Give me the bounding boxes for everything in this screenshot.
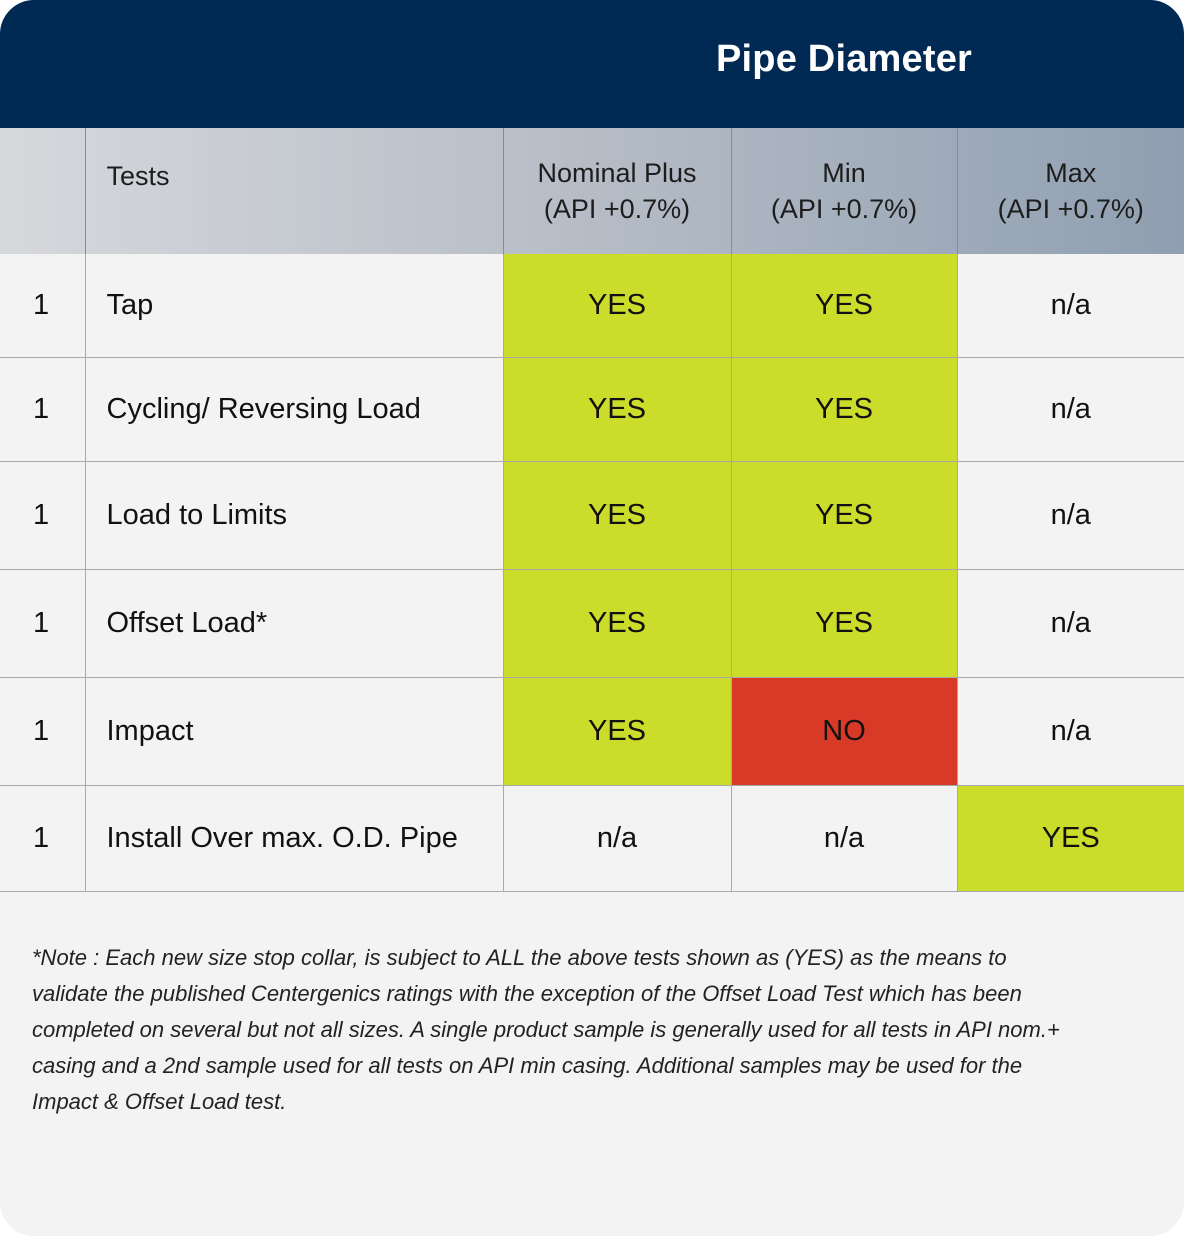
row-number: 1 xyxy=(0,569,85,677)
header-max-line2: (API +0.7%) xyxy=(997,194,1144,224)
header-blank xyxy=(0,128,85,254)
row-number: 1 xyxy=(0,785,85,891)
header-min xyxy=(731,128,957,254)
footnote: *Note : Each new size stop collar, is subject to ALL the above tests shown as (YES) as the means to validate the published Centergenics ratings with the exception of the Offset Load Test which has been completed on several but not all sizes. A single product sample is generally used for all tests in API nom.+ casing and a 2nd sample used for all tests on API min casing. Additional samples may be used for the Impact & Offset Load test. xyxy=(32,945,1060,1114)
header-tests: Tests xyxy=(85,128,503,254)
max-result: n/a xyxy=(957,357,1184,461)
header-nominal-plus xyxy=(503,128,731,254)
test-name: Cycling/ Reversing Load xyxy=(85,357,503,461)
max-result: n/a xyxy=(957,677,1184,785)
header-nominal-plus-line1: Nominal Plus xyxy=(537,158,697,188)
row-number: 1 xyxy=(0,254,85,357)
nominal-plus-result: YES xyxy=(503,254,731,357)
max-result: YES xyxy=(957,785,1184,891)
table-row xyxy=(0,677,1184,785)
test-matrix-table xyxy=(0,128,1184,892)
nominal-plus-result: YES xyxy=(503,461,731,569)
test-name: Install Over max. O.D. Pipe xyxy=(85,785,503,891)
header-nominal-plus-line2: (API +0.7%) xyxy=(543,194,691,224)
table-row xyxy=(0,785,1184,891)
table-header-row xyxy=(0,128,1184,254)
row-number: 1 xyxy=(0,677,85,785)
test-name: Load to Limits xyxy=(85,461,503,569)
row-number: 1 xyxy=(0,461,85,569)
min-result: YES xyxy=(731,569,957,677)
nominal-plus-result: n/a xyxy=(503,785,731,891)
test-name: Impact xyxy=(85,677,503,785)
row-number: 1 xyxy=(0,357,85,461)
table-row xyxy=(0,461,1184,569)
max-result: n/a xyxy=(957,569,1184,677)
header-max xyxy=(957,128,1184,254)
max-result: n/a xyxy=(957,461,1184,569)
nominal-plus-result: YES xyxy=(503,357,731,461)
table-row xyxy=(0,357,1184,461)
page-title: Pipe Diameter xyxy=(716,38,973,80)
min-result: YES xyxy=(731,254,957,357)
title-bar xyxy=(0,0,1184,128)
header-min-line1: Min xyxy=(822,158,866,188)
min-result: NO xyxy=(731,677,957,785)
min-result: YES xyxy=(731,357,957,461)
min-result: n/a xyxy=(731,785,957,891)
header-max-line1: Max xyxy=(1045,158,1097,188)
test-name: Tap xyxy=(85,254,503,357)
nominal-plus-result: YES xyxy=(503,677,731,785)
header-min-line2: (API +0.7%) xyxy=(770,194,918,224)
max-result: n/a xyxy=(957,254,1184,357)
nominal-plus-result: YES xyxy=(503,569,731,677)
min-result: YES xyxy=(731,461,957,569)
table-row xyxy=(0,254,1184,357)
test-name: Offset Load* xyxy=(85,569,503,677)
table-row xyxy=(0,569,1184,677)
